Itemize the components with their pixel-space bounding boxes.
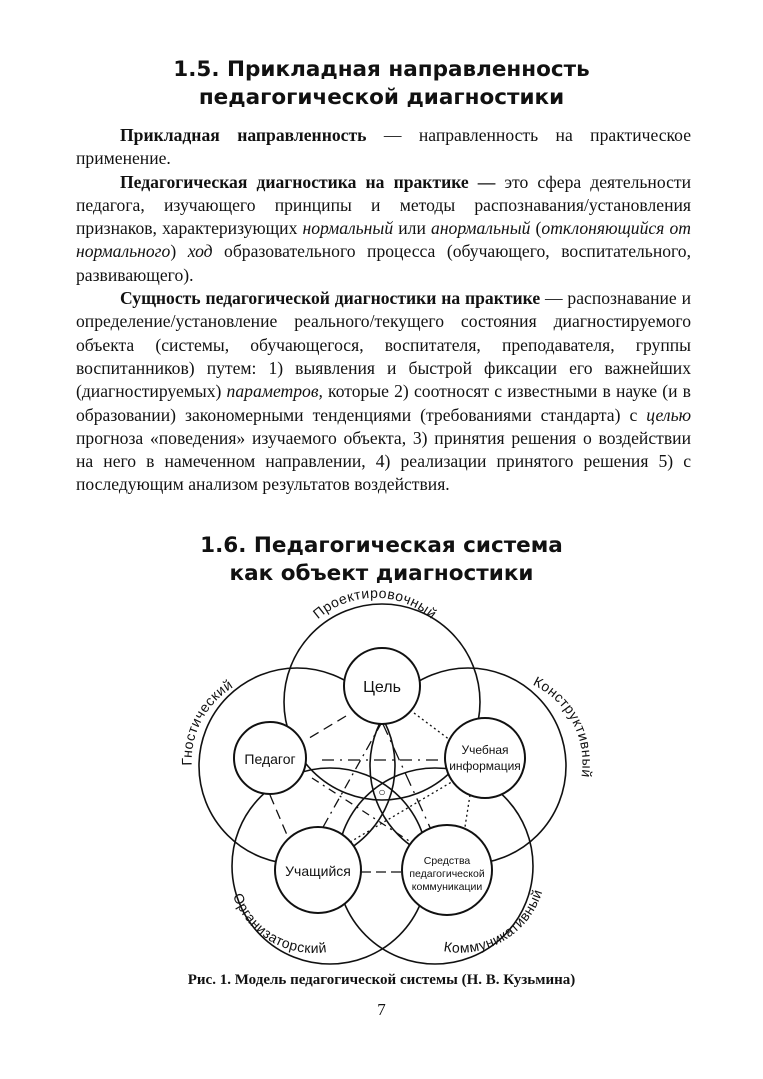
term-essence-of-diagnostics: Сущность педагогической диагностики на практике xyxy=(120,288,541,309)
label-communicative: Коммуникативный xyxy=(442,887,546,956)
term-applied-orientation: Прикладная направленность xyxy=(120,125,367,145)
center-mark: ○ xyxy=(378,785,386,799)
node-means-label-2: педагогической xyxy=(409,868,485,880)
section-1-6-title-line2: как объект диагностики xyxy=(229,561,534,586)
node-info-label-2: информация xyxy=(449,759,521,773)
link-goal-teacher xyxy=(306,716,346,740)
label-organizational: Организаторский xyxy=(230,890,328,957)
node-goal-label: Цель xyxy=(363,679,401,696)
node-means-label-1: Средства xyxy=(423,855,471,867)
section-1-5-title-line1: 1.5. Прикладная направленность xyxy=(173,57,590,82)
label-gnostic: Гностический xyxy=(178,675,236,766)
section-1-5-title-line2: педагогической диагностики xyxy=(198,85,565,110)
label-constructive: Конструктивный xyxy=(531,672,596,779)
link-goal-info xyxy=(410,710,450,740)
node-info xyxy=(445,718,525,798)
link-teacher-student xyxy=(270,795,290,842)
paragraph-applied-orientation: Прикладная направленность — направленность на практическое применение. xyxy=(76,125,691,169)
node-student-label: Учащийся xyxy=(285,863,351,879)
paragraph-diagnostics-in-practice: Педагогическая диагностика на практике — это сфера деятельности педагога, изучающего принципы и методы распознавания/установления признаков, характеризующих нормальный или анормальный (отклоняющийся от нормального) ход образовательного процесса (обучающего, воспитательного, развивающего). xyxy=(76,171,692,285)
node-means-label-3: коммуникации xyxy=(411,881,483,893)
node-info-label-1: Учебная xyxy=(461,743,509,757)
figure-caption: Рис. 1. Модель педагогической системы (Н. В. Кузьмина) xyxy=(187,972,576,988)
paragraph-essence-of-diagnostics: Сущность педагогической диагностики на практике — распознавание и определение/установление реального/текущего состояния диагностируемого объекта (системы, обучающегося, воспитателя, преподавателя, группы воспитанников) путем: 1) выявления и быстрой фиксации его важнейших (диагностируемых) параметров, которые 2) соотносят с известными в науке (и в образовании) закономерными тенденциями (требованиями стандарта) с целью прогноза «поведения» изучаемого объекта, 3) принятия решения о воздействии на него в намеченном направлении, 4) реализации принятого решения 5) с последующим анализом результатов воздействия. xyxy=(76,288,691,495)
label-design: Проектировочный xyxy=(309,584,441,622)
page-number: 7 xyxy=(377,1000,386,1019)
node-teacher-label: Педагог xyxy=(244,751,296,767)
term-diagnostics-in-practice: Педагогическая диагностика на практике — xyxy=(120,171,496,192)
section-1-6-title-line1: 1.6. Педагогическая система xyxy=(200,533,563,558)
